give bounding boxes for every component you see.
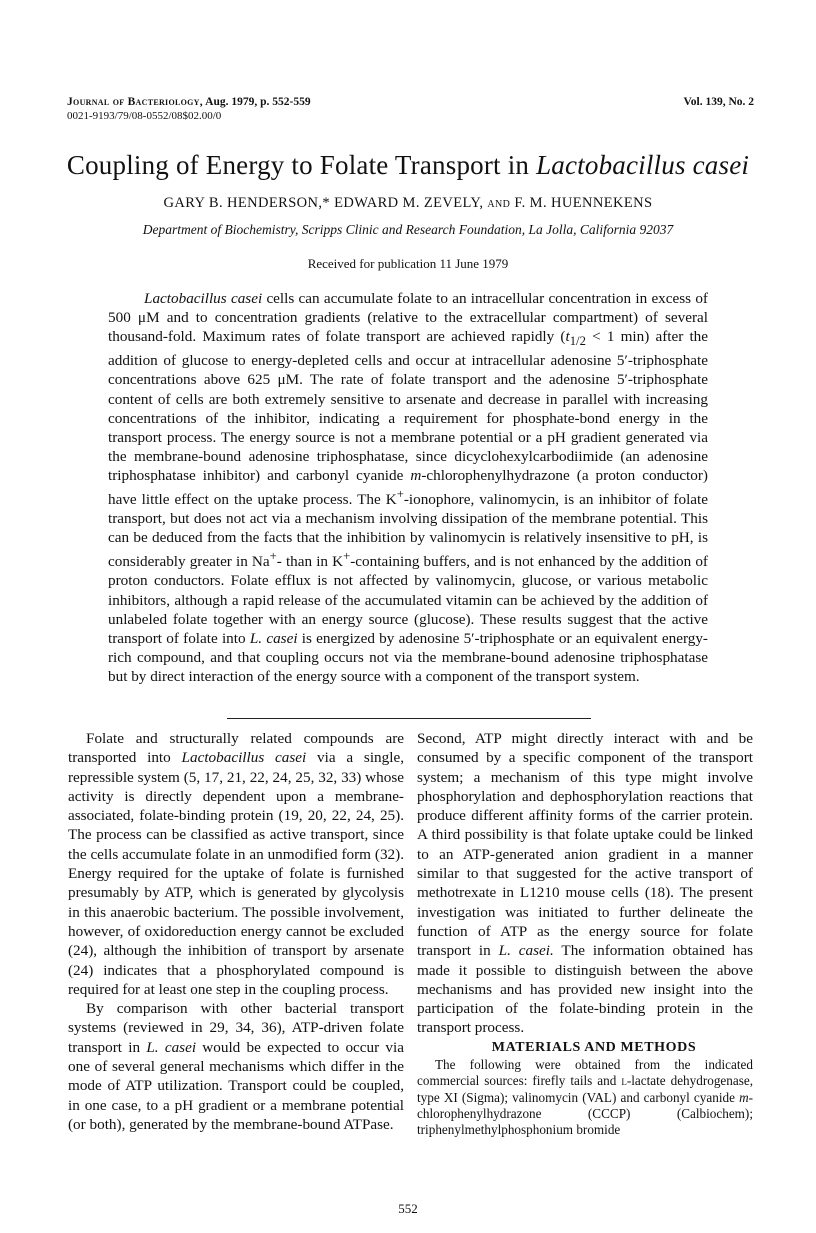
abstract-text: + <box>343 549 351 564</box>
abstract-text: is energized by adenosine 5′-triphosphate or an equivalent energy-rich compound, and that coupling occurs not via the membrane-bound adenosine triphosphatase but by direct interaction of the energy source with a component of the transport system. <box>108 629 708 685</box>
abstract-text: -containing buffers, and is not enhanced by the addition of proton conductors. Folate efflux is not affected by valinomycin, glucose, or various metabolic inhibitors, although a rapid release of the accumulated vitamin can be achieved by the addition of unlabeled folate together with an energy source (glucose). These results suggest that the active transport of folate into <box>108 553 708 647</box>
organism-name: L. casei. <box>498 942 554 960</box>
author-3: F. M. HUENNEKENS <box>514 195 653 211</box>
journal-name: Journal of Bacteriology, <box>67 96 203 108</box>
article-title <box>40 150 776 181</box>
author-list <box>0 195 816 212</box>
body-text: -chlorophenylhydrazone (CCCP) (Calbiochem); triphenylmethylphosphonium bromide <box>417 1089 753 1138</box>
abstract-text: 1/2 <box>569 334 586 349</box>
author-1: GARY B. HENDERSON,* <box>163 195 331 211</box>
abstract-text: - than in K <box>276 553 344 571</box>
author-conjunction: and <box>487 196 511 211</box>
affiliation: Department of Biochemistry, Scripps Clinic and Research Foundation, La Jolla, California 92037 <box>142 222 674 237</box>
journal-date-pages: Aug. 1979, p. 552-559 <box>205 96 311 108</box>
abstract-text: t <box>565 328 570 346</box>
issn-code: 0021-9193/79/08-0552/08$02.00/0 <box>67 110 222 122</box>
body-text: Folate and structurally related compounds are transported into <box>68 730 404 767</box>
abstract-text: -ionophore, valinomycin, is an inhibitor of folate transport, but does not act via a mechanism involving dissipation of the membrane potential. This can be deduced from the facts that the inhibition by valinomycin is relatively insensitive to pH, is considerably greater in Na <box>108 491 708 571</box>
intro-paragraph-3 <box>417 729 753 1038</box>
abstract-text: -chlorophenylhydrazone (a proton conductor) have little effect on the uptake process. The K <box>108 466 708 509</box>
volume-issue: Vol. 139, No. 2 <box>683 96 754 108</box>
abstract <box>108 289 708 686</box>
abstract-text: + <box>396 486 404 501</box>
body-text: By comparison with other bacterial transport systems (reviewed in 29, 34, 36), ATP-driven folate transport in <box>68 1000 404 1056</box>
body-text: via a single, repressible system (5, 17, 21, 22, 24, 25, 32, 33) whose activity is directly dependent upon a membrane-associated, folate-binding protein (19, 20, 22, 24, 25). The process can be classified as active transport, since the cells accumulate folate in an unmodified form (32). Energy required for the uptake of folate is furnished presumably by ATP, which is generated by glycolysis in this anaerobic bacterium. The possible involvement, however, of oxidoreduction energy cannot be excluded (24), although the inhibition of transport by arsenate (24) indicates that a phosphorylated compound is required for at least one step in the coupling process. <box>68 749 404 998</box>
abstract-text: < 1 min) after the addition of glucose to energy-depleted cells and occur at intracellular adenosine 5′-triphosphate concentrations above 625 μM. The rate of folate transport and the adenosine 5′-triphosphate content of cells are both extremely sensitive to arsenate and decrease in parallel with increasing concentrations of the inhibitor, indicating a requirement for phosphate-bond energy in the transport process. The energy source is not a membrane potential or a pH gradient generated via the membrane-bound adenosine triphosphatase, since dicyclohexylcarbodiimide (an adenosine triphosphatase inhibitor) and carbonyl cyanide <box>108 328 708 484</box>
section-divider <box>227 718 591 719</box>
received-date: Received for publication 11 June 1979 <box>307 256 509 271</box>
body-column-right <box>417 729 753 1139</box>
body-text: l <box>621 1073 627 1089</box>
body-text: m <box>739 1089 749 1105</box>
abstract-organism: L. casei <box>249 629 298 647</box>
abstract-organism: Lactobacillus casei <box>144 290 263 307</box>
organism-name: L. casei <box>146 1038 197 1056</box>
page-number: 552 <box>398 1201 418 1216</box>
journal-citation <box>67 95 311 109</box>
author-2: EDWARD M. ZEVELY, <box>334 195 484 211</box>
section-heading-materials-methods: MATERIALS AND METHODS <box>491 1039 697 1055</box>
title-text: Coupling of Energy to Folate Transport in <box>66 150 530 180</box>
methods-paragraph-1 <box>417 1057 753 1138</box>
intro-paragraph-2 <box>68 999 404 1134</box>
body-text: would be expected to occur via one of several general mechanisms which differ in the mode of ATP utilization. Transport could be coupled, in one case, to a pH gradient or a membrane potential (or both), generated by the membrane-bound ATPase. <box>68 1038 404 1133</box>
body-text: -lactate dehydrogenase, type XI (Sigma); valinomycin (VAL) and carbonyl cyanide <box>417 1073 753 1105</box>
abstract-text: cells can accumulate folate to an intracellular concentration in excess of 500 μM and to concentration gradients (relative to the extracellular compartment) of several thousand-fold. Maximum rates of folate transport are achieved rapidly ( <box>108 290 708 346</box>
body-text: Second, ATP might directly interact with and be consumed by a specific component of the transport system; a mechanism of this type might involve phosphorylation and dephosphorylation reactions that produce different affinity forms of the carrier protein. A third possibility is that folate uptake could be linked to an ATP-generated anion gradient in a manner similar to that suggested for the active transport of methotrexate in L1210 mouse cells (18). The present investigation was initiated to further delineate the function of ATP as the energy source for folate transport in <box>417 730 753 960</box>
abstract-text: + <box>269 549 277 564</box>
body-column-left <box>68 729 404 1134</box>
body-text: The following were obtained from the indicated commercial sources: firefly tails and <box>417 1057 753 1089</box>
title-organism: Lactobacillus casei <box>536 150 750 180</box>
organism-name: Lactobacillus casei <box>181 749 307 767</box>
abstract-text: m <box>410 466 422 484</box>
intro-paragraph-1 <box>68 729 404 999</box>
body-text: The information obtained has made it possible to distinguish between the above mechanisms and has provided new insight into the participation of the folate-binding protein in the transport process. <box>417 942 753 1037</box>
